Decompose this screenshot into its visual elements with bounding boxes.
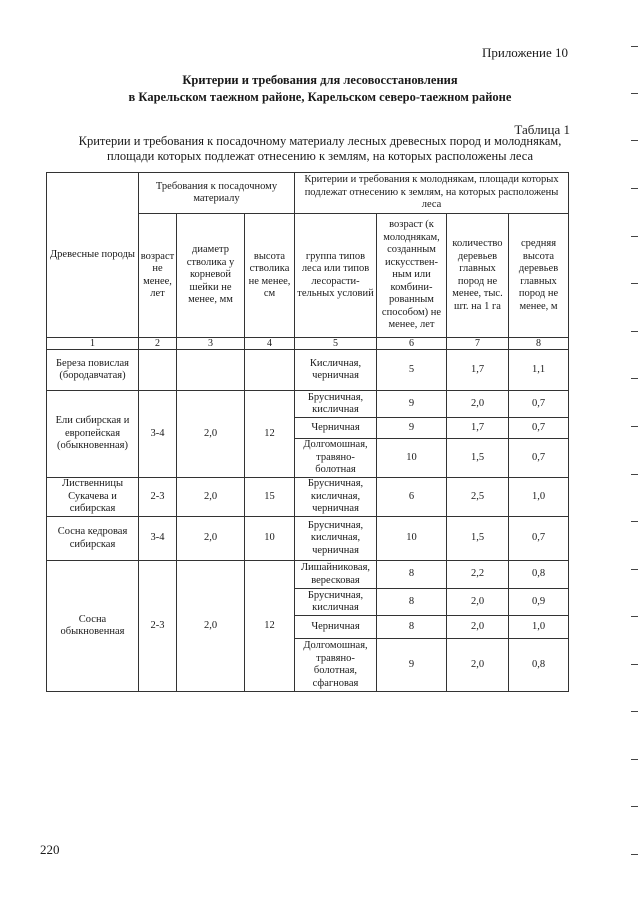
tree-count-cell: 1,5: [447, 439, 509, 478]
table-row: [47, 517, 569, 561]
column-number: 1: [47, 338, 139, 350]
header-young-stands: Критерии и требования к молоднякам, площади которых подлежат отнесению к землям, на которых расположены леса: [295, 173, 569, 214]
forest-type-cell: Брусничная, кисличная: [295, 391, 377, 418]
document-title-line-2: в Карельском таежном районе, Карельском северо-таежном районе: [128, 90, 512, 104]
column-number: 2: [139, 338, 177, 350]
tree-count-cell: 1,7: [447, 350, 509, 391]
height-cell: 15: [245, 478, 295, 517]
appendix-label: Приложение 10: [481, 45, 568, 60]
table-caption-line-1: Критерии и требования к посадочному материалу лесных древесных пород и молоднякам,: [78, 134, 562, 148]
height-cell: 10: [245, 517, 295, 561]
mean-height-cell: 0,7: [509, 418, 569, 439]
mean-height-cell: 1,1: [509, 350, 569, 391]
diameter-cell: 2,0: [177, 391, 245, 478]
table-caption: [40, 134, 600, 164]
table-caption-line-2: площади которых подлежат отнесению к землям, на которых расположены леса: [106, 149, 534, 163]
margin-tick: [631, 46, 638, 47]
young-age-cell: 10: [377, 517, 447, 561]
age-cell: 3-4: [139, 391, 177, 478]
species-cell: Сосна обыкновенная: [47, 561, 139, 692]
diameter-cell: 2,0: [177, 561, 245, 692]
column-number: 6: [377, 338, 447, 350]
margin-tick: [631, 474, 638, 475]
column-number: 8: [509, 338, 569, 350]
margin-tick: [631, 283, 638, 284]
mean-height-cell: 1,0: [509, 616, 569, 639]
mean-height-cell: 0,7: [509, 391, 569, 418]
margin-tick: [631, 331, 638, 332]
mean-height-cell: 0,8: [509, 639, 569, 692]
margin-tick: [631, 521, 638, 522]
criteria-table: [46, 172, 569, 692]
table-row: [47, 391, 569, 418]
margin-tick: [631, 854, 638, 855]
forest-type-cell: Лишайниковая, вересковая: [295, 561, 377, 589]
header-planting-material: Требования к посадочному материалу: [139, 173, 295, 214]
mean-height-cell: 0,9: [509, 589, 569, 616]
mean-height-cell: 0,7: [509, 439, 569, 478]
margin-tick: [631, 93, 638, 94]
document-title-line-1: Критерии и требования для лесовосстановления: [182, 73, 458, 87]
tree-count-cell: 2,0: [447, 589, 509, 616]
forest-type-cell: Брусничная, кисличная: [295, 589, 377, 616]
tree-count-cell: 2,5: [447, 478, 509, 517]
margin-tick: [631, 806, 638, 807]
column-number: 3: [177, 338, 245, 350]
forest-type-cell: Долгомошная, травяно-болотная: [295, 439, 377, 478]
margin-tick: [631, 664, 638, 665]
header-diameter: диаметр стволика у корневой шейки не менее, мм: [177, 214, 245, 338]
column-number: 5: [295, 338, 377, 350]
species-cell: Лиственницы Сукачева и сибирская: [47, 478, 139, 517]
column-number-row: [47, 338, 569, 350]
diameter-cell: 2,0: [177, 517, 245, 561]
margin-tick: [631, 426, 638, 427]
forest-type-cell: Кисличная, черничная: [295, 350, 377, 391]
margin-tick: [631, 140, 638, 141]
mean-height-cell: 0,7: [509, 517, 569, 561]
young-age-cell: 9: [377, 639, 447, 692]
young-age-cell: 8: [377, 589, 447, 616]
young-age-cell: 8: [377, 616, 447, 639]
forest-type-cell: Брусничная, кисличная, черничная: [295, 478, 377, 517]
forest-type-cell: Черничная: [295, 616, 377, 639]
age-cell: 3-4: [139, 517, 177, 561]
age-cell: 2-3: [139, 478, 177, 517]
forest-type-cell: Брусничная, кисличная, черничная: [295, 517, 377, 561]
table-row: [47, 350, 569, 391]
column-number: 4: [245, 338, 295, 350]
header-age: возраст не менее, лет: [139, 214, 177, 338]
margin-tick: [631, 759, 638, 760]
margin-tick: [631, 378, 638, 379]
height-cell: [245, 350, 295, 391]
table-row: [47, 561, 569, 589]
header-tree-count: количество деревьев главных пород не менее, тыс. шт. на 1 га: [447, 214, 509, 338]
margin-tick: [631, 188, 638, 189]
height-cell: 12: [245, 391, 295, 478]
table-row: [47, 478, 569, 517]
tree-count-cell: 2,0: [447, 391, 509, 418]
margin-tick: [631, 711, 638, 712]
tree-count-cell: 2,2: [447, 561, 509, 589]
tree-count-cell: 1,7: [447, 418, 509, 439]
tree-count-cell: 1,5: [447, 517, 509, 561]
age-cell: 2-3: [139, 561, 177, 692]
header-species: Древесные породы: [47, 173, 139, 338]
young-age-cell: 6: [377, 478, 447, 517]
diameter-cell: 2,0: [177, 478, 245, 517]
forest-type-cell: Черничная: [295, 418, 377, 439]
young-age-cell: 8: [377, 561, 447, 589]
young-age-cell: 10: [377, 439, 447, 478]
young-age-cell: 9: [377, 418, 447, 439]
diameter-cell: [177, 350, 245, 391]
page-number: 220: [40, 842, 60, 857]
header-young-age: возраст (к молоднякам, созданным искусствен-ным или комбини-рованным способом) не менее, лет: [377, 214, 447, 338]
margin-tick: [631, 569, 638, 570]
species-cell: Ели сибирская и европейская (обыкновенная): [47, 391, 139, 478]
table-number-label: Таблица 1: [514, 122, 570, 137]
mean-height-cell: 1,0: [509, 478, 569, 517]
column-number: 7: [447, 338, 509, 350]
young-age-cell: 5: [377, 350, 447, 391]
species-cell: Сосна кедровая сибирская: [47, 517, 139, 561]
header-height: высота стволика не менее, см: [245, 214, 295, 338]
tree-count-cell: 2,0: [447, 639, 509, 692]
header-row-1: [47, 173, 569, 214]
height-cell: 12: [245, 561, 295, 692]
forest-type-cell: Долгомошная, травяно-болотная, сфагновая: [295, 639, 377, 692]
age-cell: [139, 350, 177, 391]
scan-margin-marks: [626, 0, 640, 905]
species-cell: Береза повислая (бородавчатая): [47, 350, 139, 391]
header-forest-type: группа типов леса или типов лесорасти-тельных условий: [295, 214, 377, 338]
mean-height-cell: 0,8: [509, 561, 569, 589]
margin-tick: [631, 236, 638, 237]
tree-count-cell: 2,0: [447, 616, 509, 639]
document-title: [0, 72, 640, 106]
header-mean-height: средняя высота деревьев главных пород не менее, м: [509, 214, 569, 338]
young-age-cell: 9: [377, 391, 447, 418]
margin-tick: [631, 616, 638, 617]
